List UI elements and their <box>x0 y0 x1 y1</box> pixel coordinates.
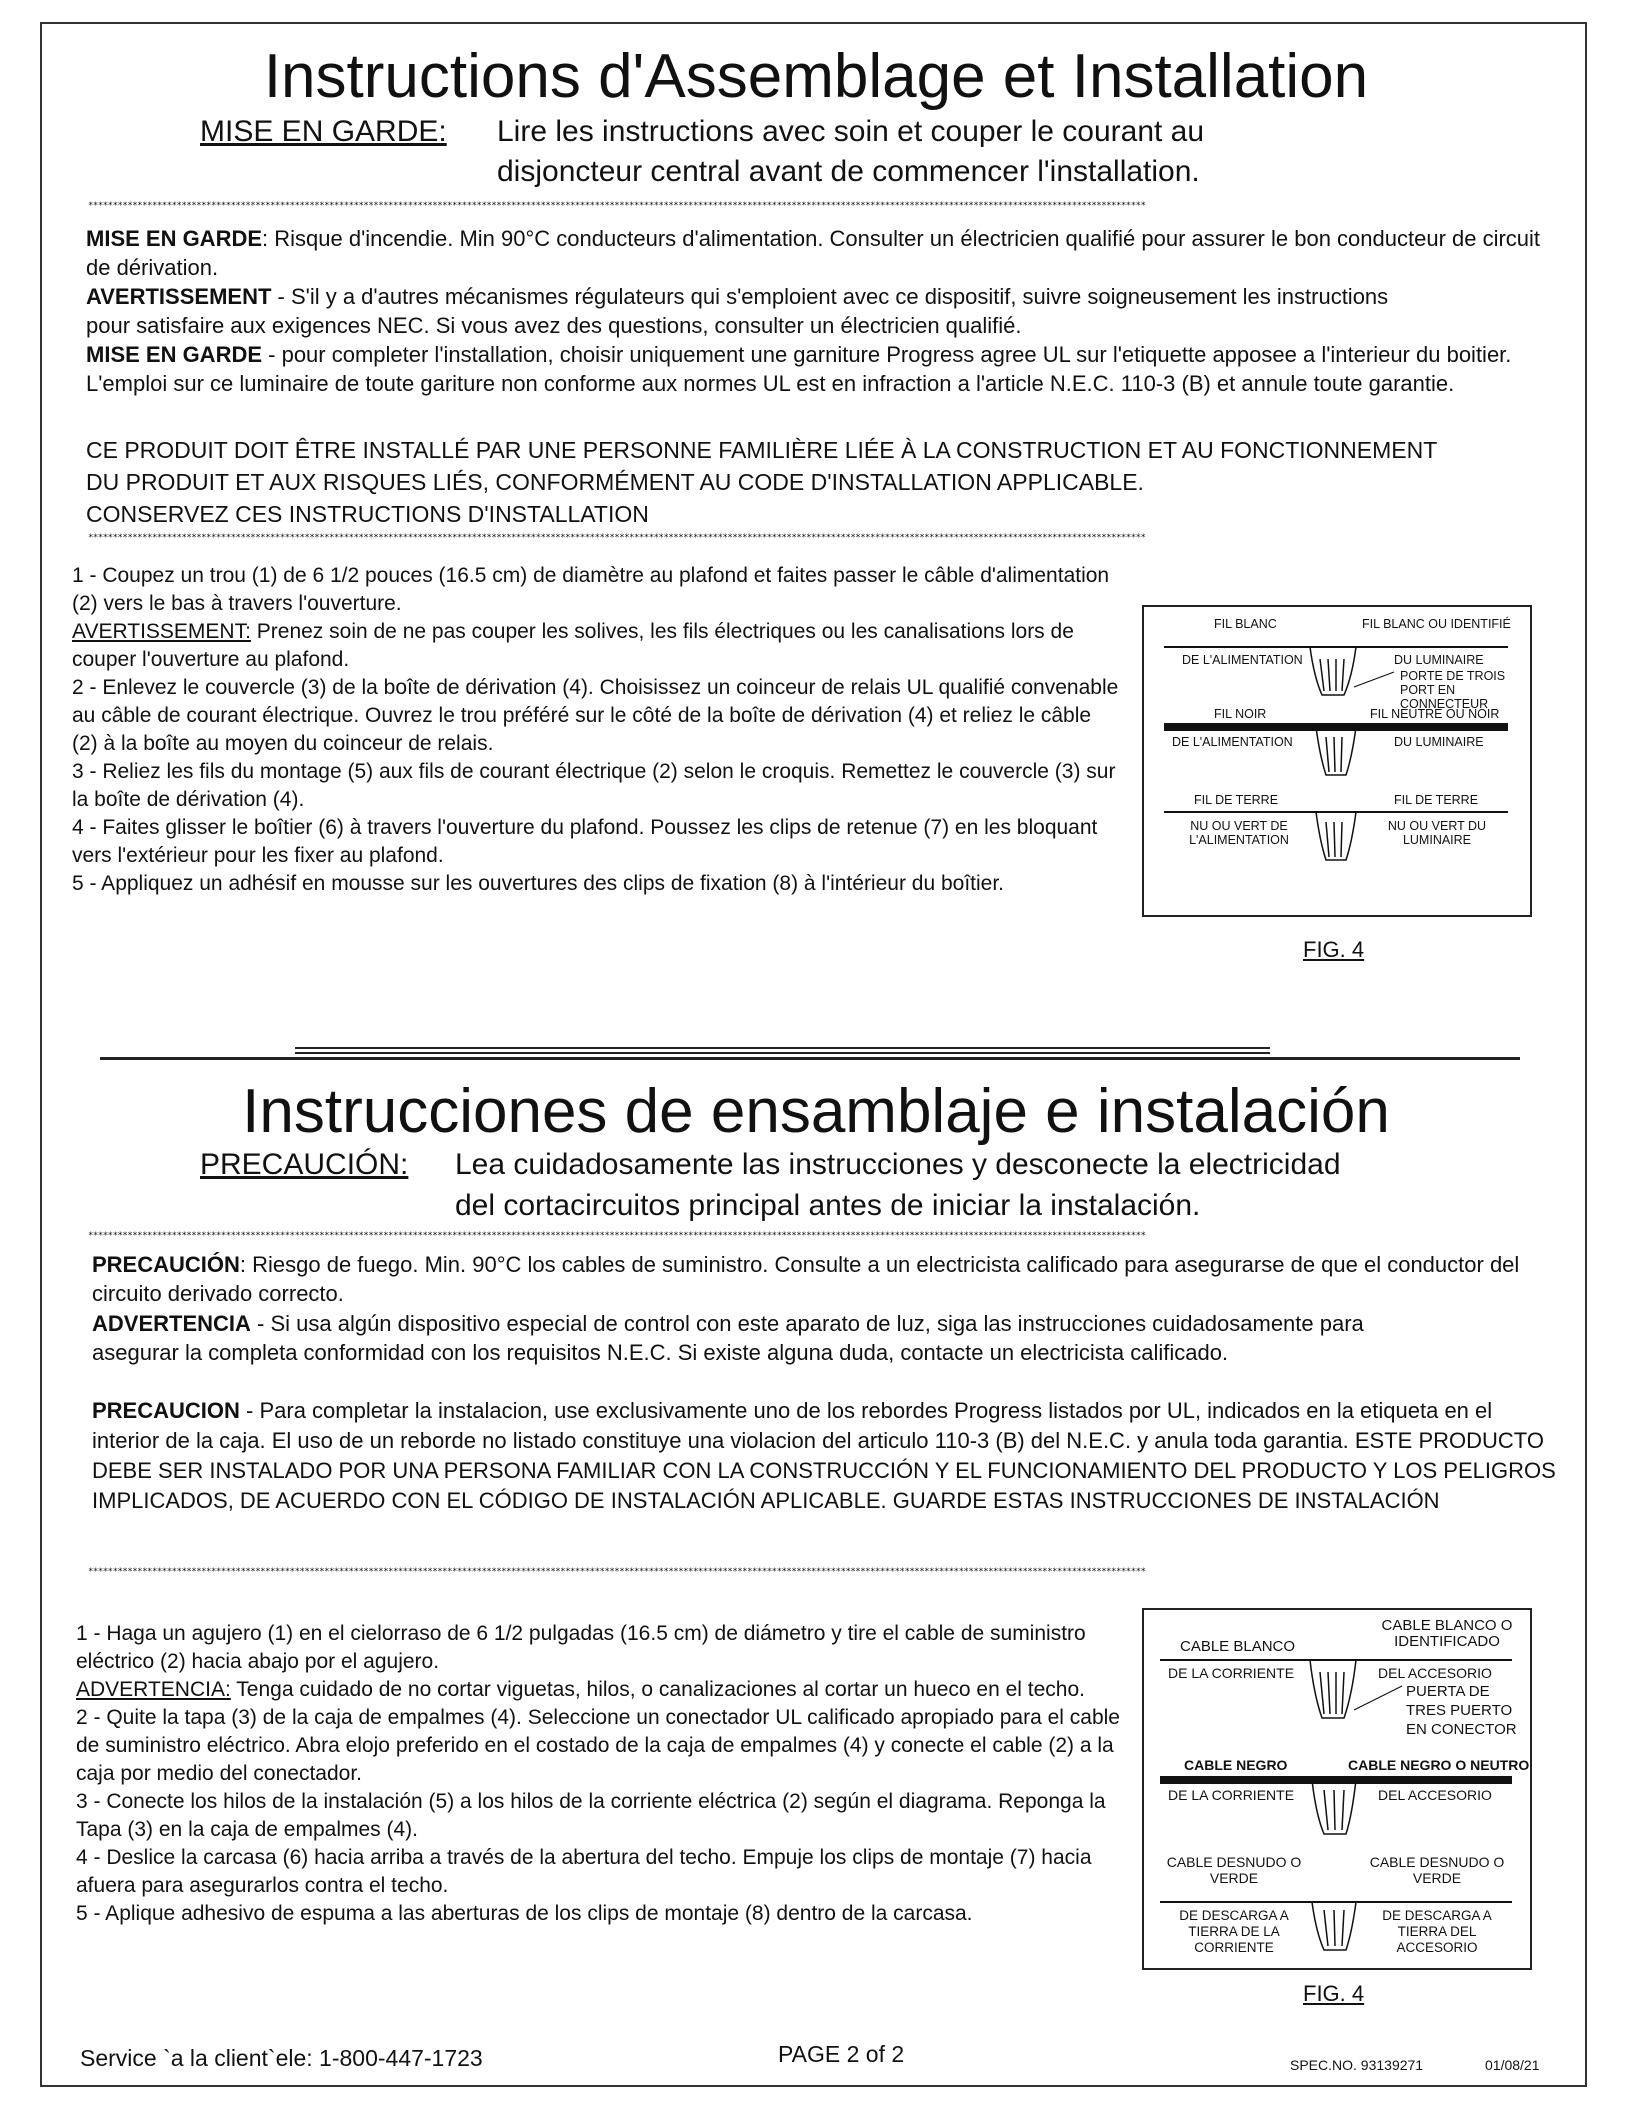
section-divider-inner <box>295 1047 1270 1049</box>
french-warning-trim-text: - pour completer l'installation, choisir uniquement une garniture Progress agree UL sur l'etiquette apposee a l'interieur du boitier. L'emploi sur ce luminaire de toute gariture non conforme aux normes UL est en infraction a l'article N.E.C. 110-3 (B) et annule toute garantie. <box>86 342 1512 396</box>
fig-es-r1-right-sub: DEL ACCESORIO <box>1378 1665 1492 1681</box>
french-steps <box>72 562 1122 898</box>
spanish-wiring-diagram <box>1142 1608 1532 1970</box>
fig-fr-r2-right-sub: DU LUMINAIRE <box>1394 735 1484 749</box>
french-warning-trim-label: MISE EN GARDE <box>86 342 263 367</box>
french-step-3: 3 - Reliez les fils du montage (5) aux fils de courant électrique (2) selon le croquis. Remettez le couvercle (3) sur la boîte de dérivation (4). <box>72 760 1116 811</box>
spanish-caution-line-1: Lea cuidadosamente las instrucciones y desconecte la electricidad <box>455 1148 1341 1181</box>
french-caution-line-1: Lire les instructions avec soin et couper le courant au <box>497 115 1205 148</box>
fig-es-r1-left-sub: DE LA CORRIENTE <box>1168 1665 1295 1681</box>
spanish-step-3: 3 - Conecte los hilos de la instalación (5) a los hilos de la corriente eléctrica (2) según el diagrama. Reponga la Tapa (3) en la caja de empalmes (4). <box>76 1790 1106 1841</box>
spanish-caution-heading <box>200 1145 408 1185</box>
fig-fr-r3-right-sub: NU OU VERT DU LUMINAIRE <box>1387 819 1487 847</box>
french-step-warning <box>72 618 1122 674</box>
spanish-warning-fire <box>92 1250 1562 1308</box>
fig-fr-r3-left: FIL DE TERRE <box>1194 793 1279 807</box>
french-step-warning-label: AVERTISSEMENT: <box>72 620 251 643</box>
spanish-warning-nec <box>92 1309 1402 1367</box>
french-installer-notice-1: CE PRODUIT DOIT ÊTRE INSTALLÉ PAR UNE PERSONNE FAMILIÈRE LIÉE À LA CONSTRUCTION ET AU FONCTIONNEMENT <box>86 437 1438 463</box>
fig-es-r2-left: CABLE NEGRO <box>1184 1757 1288 1773</box>
spanish-warning-trim-label: PRECAUCION <box>92 1398 240 1423</box>
fig-fr-r1-left-sub: DE L'ALIMENTATION <box>1182 653 1303 667</box>
french-warning-nec-text: - S'il y a d'autres mécanismes régulateurs qui s'emploient avec ce dispositif, suivre soigneusement les instructions pour satisfaire aux exigences NEC. Si vous avez des questions, consulter un électricien qualifié. <box>86 284 1389 338</box>
fig-fr-r2-left: FIL NOIR <box>1214 707 1267 721</box>
spanish-step-2: 2 - Quite la tapa (3) de la caja de empalmes (4). Seleccione un conectador UL calificado apropiado para el cable de suministro eléctrico. Abra elojo preferido en el costado de la caja de empalmes (4) y conecte el cable (2) a la caja por medio del conectador. <box>76 1706 1120 1785</box>
french-warning-fire <box>86 224 1556 282</box>
fig-es-r3-left: CABLE DESNUDO O VERDE <box>1166 1854 1302 1886</box>
french-step-5: 5 - Appliquez un adhésif en mousse sur les ouvertures des clips de fixation (8) à l'intérieur du boîtier. <box>72 872 1005 895</box>
fig-fr-r3-right: FIL DE TERRE <box>1394 793 1479 807</box>
spanish-caution-label: PRECAUCIÓN: <box>200 1148 409 1181</box>
french-caution-line-2: disjoncteur central avant de commencer l'installation. <box>497 155 1200 188</box>
spanish-warning-trim-text: - Para completar la instalacion, use exclusivamente uno de los rebordes Progress listados por UL, indicados en la etiqueta en el interior de la caja. El uso de un reborde no listado constituye una violacion del articulo 110-3 (B) del N.E.C. y anula toda garantia. ESTE PRODUCTO DEBE SER INSTALADO POR UNA PERSONA FAMILIAR CON LA CONSTRUCCIÓN Y EL FUNCIONAMIENTO DEL PRODUCTO Y LOS PELIGROS IMPLICADOS, DE ACUERDO CON EL CÓDIGO DE INSTALACIÓN APLICABLE. GUARDE ESTAS INSTRUCCIONES DE INSTALACIÓN <box>92 1398 1556 1513</box>
fig-es-r2-right-sub: DEL ACCESORIO <box>1378 1787 1492 1803</box>
french-caution-heading <box>200 112 447 152</box>
spanish-title: Instrucciones de ensamblaje e instalación <box>242 1077 1390 1146</box>
spanish-step-4: 4 - Deslice la carcasa (6) hacia arriba a través de la abertura del techo. Empuje los clips de montaje (7) hacia afuera para asegurarlos contra el techo. <box>76 1846 1092 1897</box>
fig-fr-r1-right: FIL BLANC OU IDENTIFIÉ <box>1362 617 1511 631</box>
fig-fr-r2-left-sub: DE L'ALIMENTATION <box>1172 735 1293 749</box>
french-warning-fire-text: : Risque d'incendie. Min 90°C conducteurs d'alimentation. Consulter un électricien qualifié pour assurer le bon conducteur de circuit de dérivation. <box>86 226 1541 280</box>
fig-es-r3-left-sub: DE DESCARGA A TIERRA DE LA CORRIENTE <box>1179 1908 1289 1955</box>
french-warning-nec-label: AVERTISSEMENT <box>86 284 272 309</box>
fig-fr-r1-callout: PORTE DE TROIS PORT EN CONNECTEUR <box>1400 669 1506 711</box>
french-step-4: 4 - Faites glisser le boîtier (6) à travers l'ouverture du plafond. Poussez les clips de retenue (7) en les bloquant vers l'extérieur pour les fixer au plafond. <box>72 816 1098 867</box>
fig-es-r3-right: CABLE DESNUDO O VERDE <box>1369 1854 1505 1886</box>
spanish-caution-line-2: del cortacircuitos principal antes de iniciar la instalación. <box>455 1189 1201 1222</box>
french-step-2: 2 - Enlevez le couvercle (3) de la boîte de dérivation (4). Choisissez un coinceur de relais UL qualifié convenable au câble de courant électrique. Ouvrez le trou préféré sur le côté de la boîte de dérivation (4) et reliez le câble (2) à la boîte au moyen du coinceur de relais. <box>72 676 1119 755</box>
spanish-warning-fire-label: PRECAUCIÓN <box>92 1252 240 1277</box>
fig-fr-r2-right: FIL NEUTRE OU NOIR <box>1370 707 1500 721</box>
fig-fr-r3-left-sub: NU OU VERT DE L'ALIMENTATION <box>1189 819 1289 847</box>
french-keep-instructions: CONSERVEZ CES INSTRUCTIONS D'INSTALLATION <box>86 501 649 527</box>
wire-nut-icon <box>1310 1660 1356 1718</box>
french-step-1: 1 - Coupez un trou (1) de 6 1/2 pouces (16.5 cm) de diamètre au plafond et faites passer le câble d'alimentation (2) vers le bas à travers l'ouverture. <box>72 564 1110 615</box>
spanish-warning-fire-text: : Riesgo de fuego. Min. 90°C los cables de suministro. Consulte a un electricista calificado para asegurarse de que el conductor del circuito derivado correcto. <box>92 1252 1520 1306</box>
page-number: PAGE 2 of 2 <box>778 2041 905 2067</box>
spec-number: SPEC.NO. 93139271 <box>1290 2057 1424 2073</box>
fig-es-r1-callout: PUERTA DE TRES PUERTO EN CONECTOR <box>1406 1683 1517 1738</box>
french-step-warning-text: Prenez soin de ne pas couper les solives, les fils électriques ou les canalisations lors de couper l'ouverture au plafond. <box>72 620 1074 671</box>
spanish-warning-nec-text: - Si usa algún dispositivo especial de control con este aparato de luz, siga las instrucciones cuidadosamente para asegurar la completa conformidad con los requisitos N.E.C. Si existe alguna duda, contacte un electricista calificado. <box>92 1311 1364 1365</box>
french-warning-nec <box>86 282 1426 340</box>
spanish-fig-label: FIG. 4 <box>1303 1981 1365 2006</box>
asterisk-divider: *********************************************************************************************************************************************************************************************************************** <box>88 533 1146 543</box>
spanish-steps <box>76 1620 1126 1928</box>
section-divider <box>100 1057 1520 1060</box>
spanish-step-5: 5 - Aplique adhesivo de espuma a las aberturas de los clips de montaje (8) dentro de la carcasa. <box>76 1902 973 1925</box>
revision-date: 01/08/21 <box>1485 2057 1540 2073</box>
french-installer-notice-2: DU PRODUIT ET AUX RISQUES LIÉS, CONFORMÉMENT AU CODE D'INSTALLATION APPLICABLE. <box>86 469 1144 495</box>
fig-es-r2-right: CABLE NEGRO O NEUTRO <box>1348 1757 1530 1773</box>
fig-fr-r1-left: FIL BLANC <box>1214 617 1277 631</box>
spanish-step-warning <box>76 1676 1126 1704</box>
wire-nut-icon <box>1310 647 1356 695</box>
fig-es-r1-left: CABLE BLANCO <box>1180 1638 1296 1655</box>
asterisk-divider: *********************************************************************************************************************************************************************************************************************** <box>88 1231 1146 1241</box>
spanish-warning-nec-label: ADVERTENCIA <box>92 1311 251 1336</box>
spanish-warning-trim <box>92 1396 1562 1516</box>
spanish-step-warning-text: Tenga cuidado de no cortar viguetas, hilos, o canalizaciones al cortar un hueco en el techo. <box>230 1678 1085 1701</box>
fig-es-r2-left-sub: DE LA CORRIENTE <box>1168 1787 1295 1803</box>
fig-fr-r1-right-sub: DU LUMINAIRE <box>1394 653 1484 667</box>
fig-es-r1-right: CABLE BLANCO O IDENTIFICADO <box>1381 1617 1513 1650</box>
french-warning-trim <box>86 340 1556 398</box>
french-wiring-diagram <box>1142 605 1532 917</box>
french-title: Instructions d'Assemblage et Installation <box>263 42 1369 111</box>
french-caution-label: MISE EN GARDE: <box>200 115 447 148</box>
french-warning-fire-label: MISE EN GARDE <box>86 226 263 251</box>
section-divider-inner <box>295 1052 1270 1054</box>
spanish-step-1: 1 - Haga un agujero (1) en el cielorraso de 6 1/2 pulgadas (16.5 cm) de diámetro y tire el cable de suministro eléctrico (2) hacia abajo por el agujero. <box>76 1622 1086 1673</box>
french-fig-label: FIG. 4 <box>1303 937 1365 962</box>
asterisk-divider: *********************************************************************************************************************************************************************************************************************** <box>88 201 1146 211</box>
customer-service-phone: Service `a la client`ele: 1-800-447-1723 <box>80 2045 483 2071</box>
asterisk-divider: *********************************************************************************************************************************************************************************************************************** <box>88 1567 1146 1577</box>
spanish-step-warning-label: ADVERTENCIA: <box>76 1678 231 1701</box>
fig-es-r3-right-sub: DE DESCARGA A TIERRA DEL ACCESORIO <box>1382 1908 1492 1955</box>
